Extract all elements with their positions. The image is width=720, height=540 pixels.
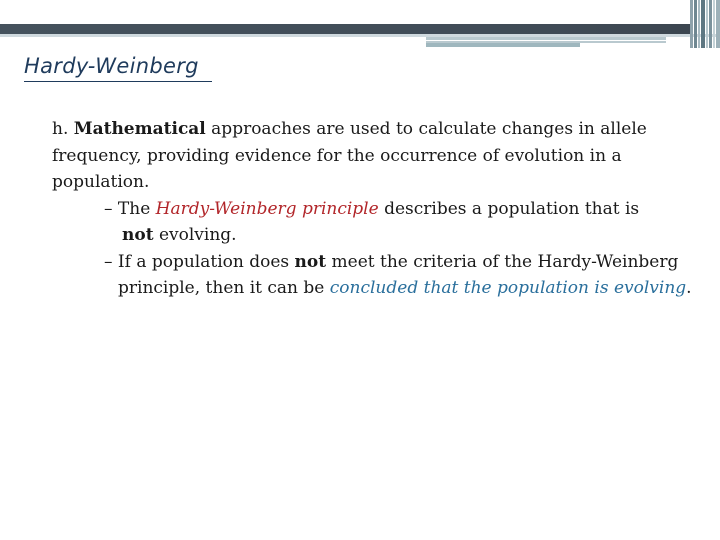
bullet2-lead: If a population does [117, 251, 290, 272]
bullet-hardy-weinberg-principle [52, 196, 692, 249]
bullet1-lead: The [117, 198, 151, 219]
intro-marker: h. [52, 119, 69, 139]
bullet2-mid: meet the criteria of the Hardy-Weinberg principle, then it can be [118, 251, 679, 298]
bullet2-highlight: concluded that the population is evolving [329, 278, 687, 298]
intro-text: approaches are used to calculate changes in allele frequency, providing evidence for the occurrence of evolution in a population. [52, 119, 647, 192]
bullet1-continuation [118, 222, 237, 249]
banner-stripe [713, 0, 715, 48]
bullet1-highlight: Hardy-Weinberg principle [155, 198, 379, 219]
bullet-dash: – [104, 198, 113, 219]
intro-paragraph [52, 116, 692, 196]
banner-stripe [709, 0, 712, 48]
banner-stripe [690, 0, 693, 48]
banner-stripe [716, 0, 720, 48]
title-underline [24, 81, 212, 82]
bullet1-bold-word: not [122, 225, 154, 245]
banner-band-gradient [0, 24, 690, 34]
bullet1-tail: evolving. [158, 225, 237, 245]
banner-stripe [701, 0, 705, 48]
banner-stripe [706, 0, 708, 48]
banner-stripe [694, 0, 697, 48]
bullet2-bold-word: not [294, 251, 327, 272]
bullet-population-evolving [52, 249, 692, 302]
banner-stripe [698, 0, 700, 48]
banner-accent-line [426, 40, 666, 41]
top-banner [0, 0, 720, 52]
bullet2-tail: . [686, 278, 692, 298]
intro-bold-word: Mathematical [73, 119, 206, 139]
banner-accent-2 [426, 43, 580, 47]
bullet1-mid: describes a population that is [384, 198, 640, 219]
slide-title: Hardy-Weinberg [24, 54, 199, 78]
slide-body [52, 116, 692, 302]
bullet-dash: – [104, 251, 113, 272]
